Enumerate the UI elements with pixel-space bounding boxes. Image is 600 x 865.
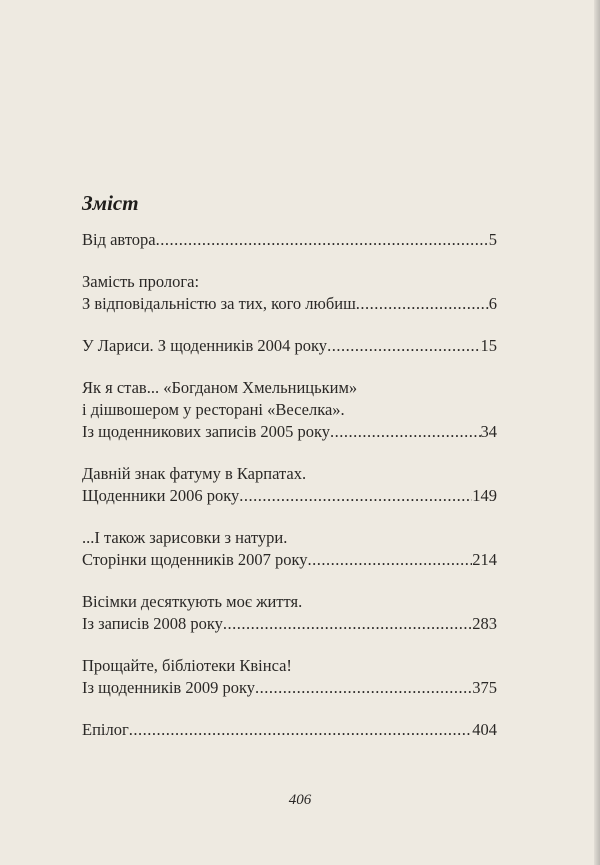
toc-entry-leader-line <box>82 613 497 635</box>
dot-leader <box>223 613 472 635</box>
toc-entry-leader-line <box>82 549 497 571</box>
toc-entry-line: Давній знак фатуму в Карпатах. <box>82 464 307 483</box>
toc-entry <box>82 655 497 699</box>
toc-page-number: 404 <box>472 720 497 739</box>
toc-entry-leader-line <box>82 293 497 315</box>
toc-page-number: 15 <box>480 336 497 355</box>
toc-entry-leader-line <box>82 677 497 699</box>
toc-entry-line: і дішвошером у ресторані «Веселка». <box>82 400 345 419</box>
toc-entry <box>82 591 497 635</box>
toc-entry-line: Як я став... «Богданом Хмельницьким» <box>82 378 358 397</box>
toc-entry-title: Щоденники 2006 року <box>82 486 240 505</box>
dot-leader <box>255 677 472 699</box>
toc-title: Зміст <box>82 191 139 215</box>
toc-page-number: 149 <box>472 486 497 505</box>
toc-entry-title: Сторінки щоденників 2007 року <box>82 550 308 569</box>
toc-entry-leader-line <box>82 229 497 251</box>
toc-entry-line: Вісімки десяткують моє життя. <box>82 592 303 611</box>
toc-entry <box>82 271 497 315</box>
toc-entry <box>82 719 497 741</box>
toc-entry-title: Із записів 2008 року <box>82 614 223 633</box>
table-of-contents <box>82 229 497 761</box>
toc-entry-title: Із щоденникових записів 2005 року <box>82 422 331 441</box>
toc-entry-line: ...І також зарисовки з натури. <box>82 528 288 547</box>
toc-entry <box>82 229 497 251</box>
dot-leader <box>327 335 480 357</box>
toc-entry-leader-line <box>82 485 497 507</box>
toc-entry <box>82 335 497 357</box>
dot-leader <box>239 485 472 507</box>
toc-entry-leader-line <box>82 421 497 443</box>
toc-entry <box>82 463 497 507</box>
toc-entry-title: Від автора <box>82 230 156 249</box>
toc-page-number: 375 <box>472 678 497 697</box>
toc-page-number: 6 <box>488 294 497 313</box>
toc-page-number: 283 <box>472 614 497 633</box>
dot-leader <box>129 719 473 741</box>
dot-leader <box>330 421 480 443</box>
toc-entry-line: Прощайте, бібліотеки Квінса! <box>82 656 292 675</box>
toc-page-number: 5 <box>488 230 497 249</box>
toc-entry-leader-line <box>82 335 497 357</box>
toc-page-number: 34 <box>480 422 497 441</box>
dot-leader <box>156 229 489 251</box>
toc-entry <box>82 527 497 571</box>
toc-entry-title: У Лариси. З щоденників 2004 року <box>82 336 328 355</box>
toc-entry-leader-line <box>82 719 497 741</box>
toc-entry-title: З відповідальністю за тих, кого любиш <box>82 294 356 313</box>
toc-entry-title: Епілог <box>82 720 129 739</box>
dot-leader <box>356 293 489 315</box>
page-number: 406 <box>288 792 312 808</box>
dot-leader <box>308 549 473 571</box>
toc-entry-line: Замість пролога: <box>82 272 200 291</box>
toc-entry-title: Із щоденників 2009 року <box>82 678 256 697</box>
scan-edge <box>594 0 600 865</box>
toc-entry <box>82 377 497 443</box>
toc-page-number: 214 <box>472 550 497 569</box>
